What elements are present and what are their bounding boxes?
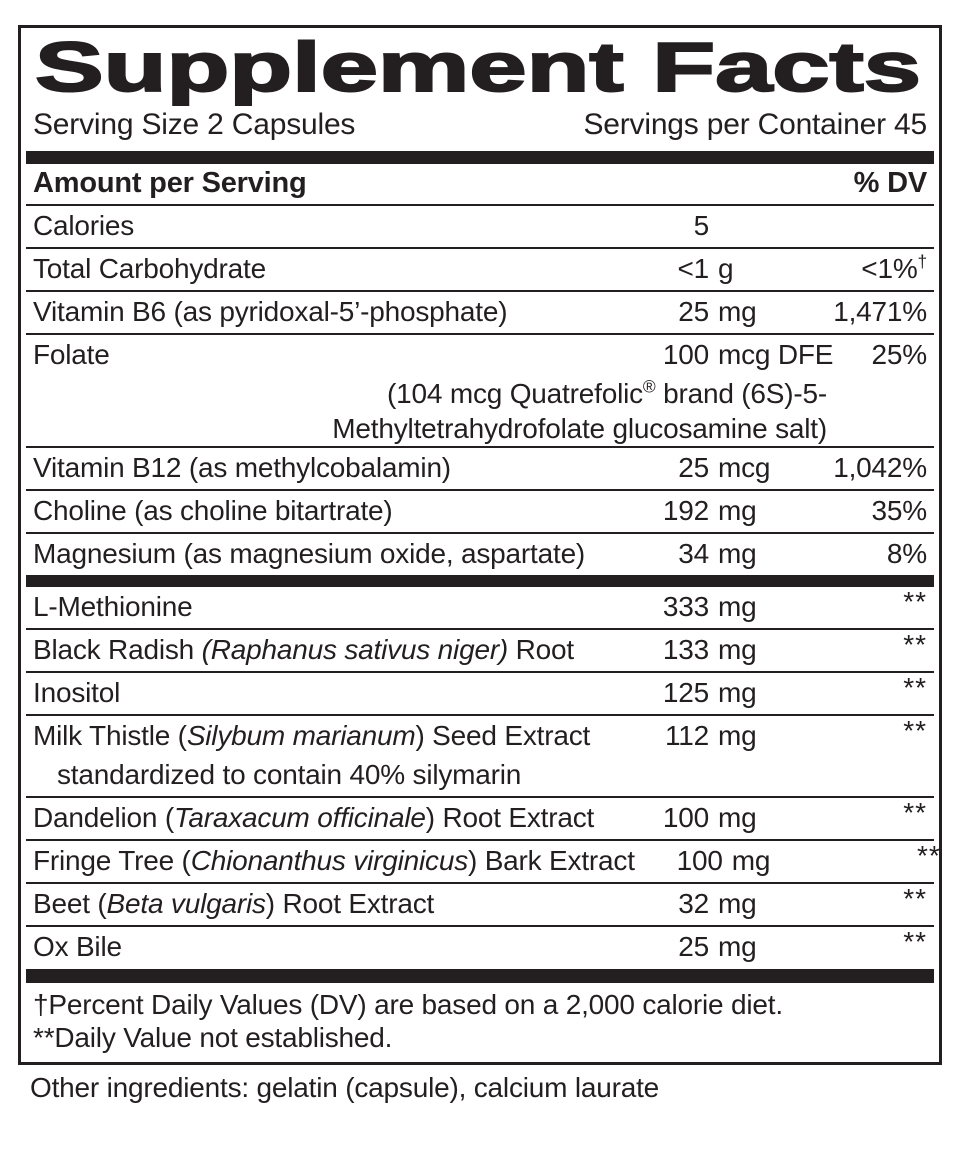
table-row (26, 671, 934, 714)
dv-not-established-marker: ** (903, 629, 927, 661)
serving-info-row (33, 108, 927, 142)
nutrient-main-line (33, 884, 927, 925)
name-text: ) Bark Extract (468, 845, 635, 877)
dv-not-established-marker: ** (903, 672, 927, 704)
section-divider-bar (26, 575, 934, 587)
table-row (26, 446, 934, 489)
name-text: Milk Thistle ( (33, 720, 187, 752)
name-text: L-Methionine (33, 591, 193, 623)
amount-per-serving-header: Amount per Serving (33, 167, 307, 199)
latin-name: (Raphanus sativus niger) (201, 634, 509, 666)
nutrient-amount-unit: mg (718, 677, 757, 709)
nutrient-dv (827, 926, 927, 963)
nutrient-amount-value: 34 (678, 538, 709, 570)
dv-not-established-marker: ** (903, 715, 927, 747)
nutrient-amount-unit: mg (718, 720, 757, 752)
nutrient-amount-value: 333 (662, 591, 709, 623)
nutrient-amount-value: 100 (676, 845, 723, 877)
name-text: Beet ( (33, 888, 107, 920)
nutrient-name (33, 591, 621, 623)
table-row (26, 532, 934, 575)
nutrient-amount-unit: mg (718, 296, 757, 328)
registered-mark: ® (642, 376, 656, 397)
nutrient-amount-value: 25 (678, 452, 709, 484)
dv-not-established-marker: ** (903, 797, 927, 829)
nutrient-subtext: standardized to contain 40% silymarin (57, 759, 522, 790)
nutrient-dv (827, 715, 927, 752)
nutrient-amount-value: 25 (678, 296, 709, 328)
not-established-footnote: **Daily Value not established. (33, 1022, 393, 1053)
nutrient-main-line (33, 630, 927, 671)
name-text: Total Carbohydrate (33, 253, 266, 285)
servings-per-container-label: Servings per Container 45 (583, 108, 927, 141)
header-divider-bar (26, 151, 934, 164)
name-text: Folate (33, 339, 110, 371)
nutrient-amount-value: 133 (662, 634, 709, 666)
nutrient-name (33, 253, 621, 285)
panel-title-text: Supplement Facts (35, 32, 921, 106)
name-text: Root (508, 634, 574, 666)
nutrient-amount-value: 125 (662, 677, 709, 709)
nutrient-main-line (33, 249, 927, 290)
nutrient-amount-unit: mg (718, 591, 757, 623)
latin-name: Chionanthus virginicus (190, 845, 468, 877)
panel-title (33, 32, 927, 106)
nutrient-dv: 25% (871, 339, 927, 371)
nutrient-amount-value: 112 (664, 720, 709, 752)
table-row (26, 714, 934, 796)
nutrient-main-line (33, 798, 927, 839)
table-row (26, 587, 934, 628)
name-text: ) Root Extract (265, 888, 435, 920)
nutrient-amount-unit: mg (718, 888, 757, 920)
nutrient-name (33, 296, 621, 328)
table-row (26, 628, 934, 671)
nutrient-dv: 8% (886, 538, 927, 570)
nutrient-dv (827, 672, 927, 709)
serving-size-label: Serving Size 2 Capsules (33, 108, 356, 141)
table-row (26, 333, 934, 446)
dv-not-established-marker: ** (903, 926, 927, 958)
nutrient-amount-value: 5 (693, 210, 709, 242)
table-row (26, 796, 934, 839)
name-text: Magnesium (as magnesium oxide, aspartate) (33, 538, 586, 570)
latin-name: Silybum marianum (186, 720, 416, 752)
nutrient-name (33, 634, 621, 666)
name-text: Ox Bile (33, 931, 122, 963)
nutrient-main-line (33, 491, 927, 532)
name-text: Vitamin B12 (as methylcobalamin) (33, 452, 451, 484)
dv-not-established-marker: ** (903, 883, 927, 915)
nutrient-name (33, 677, 621, 709)
nutrient-amount-unit: mcg (718, 452, 771, 484)
nutrient-dv: <1%† (861, 252, 927, 285)
name-text: Dandelion ( (33, 802, 174, 834)
nutrient-table (26, 206, 941, 968)
name-text: Calories (33, 210, 135, 242)
supplement-facts-panel (18, 25, 942, 1065)
nutrient-subtext: (104 mcg Quatrefolic® brand (6S)-5- (387, 376, 827, 409)
table-row (26, 882, 934, 925)
table-row (26, 925, 934, 968)
nutrient-amount-value: 32 (678, 888, 709, 920)
nutrient-amount-unit: mg (731, 845, 771, 877)
nutrient-dv: 1,471% (833, 296, 927, 328)
nutrient-amount-unit: mcg DFE (718, 339, 834, 371)
nutrient-name (33, 931, 621, 963)
nutrient-main-line (33, 448, 927, 489)
nutrient-amount-unit: mg (718, 538, 757, 570)
other-ingredients-text: Other ingredients: gelatin (capsule), calcium laurate (30, 1072, 660, 1103)
nutrient-main-line (33, 587, 927, 628)
dagger-mark: † (917, 252, 927, 273)
nutrient-name (33, 452, 621, 484)
nutrient-name (33, 888, 621, 920)
nutrient-main-line (33, 716, 927, 757)
nutrient-name (33, 339, 621, 371)
nutrient-amount-value: 25 (678, 931, 709, 963)
nutrient-main-line (33, 927, 927, 968)
dv-not-established-marker: ** (917, 840, 941, 872)
nutrient-amount-value: <1 (677, 253, 709, 285)
name-text: Vitamin B6 (as pyridoxal-5’-phosphate) (33, 296, 508, 328)
nutrient-amount-unit: g (718, 253, 734, 285)
footnote-divider-bar (26, 969, 934, 983)
name-text: Inositol (33, 677, 121, 709)
table-row (26, 247, 934, 290)
nutrient-main-line (33, 206, 927, 247)
nutrient-main-line (33, 292, 927, 333)
name-text: ) Seed Extract (415, 720, 591, 752)
nutrient-dv (827, 586, 927, 623)
nutrient-subtext: Methyltetrahydrofolate glucosamine salt) (332, 413, 827, 444)
name-text: Fringe Tree ( (33, 845, 191, 877)
nutrient-name (33, 495, 621, 527)
name-text: Choline (as choline bitartrate) (33, 495, 393, 527)
nutrient-main-line (33, 534, 927, 575)
nutrient-main-line (33, 840, 941, 882)
nutrient-dv (841, 840, 941, 877)
nutrient-dv: 35% (871, 495, 927, 527)
nutrient-name (33, 720, 621, 752)
nutrient-dv: 1,042% (833, 452, 927, 484)
daily-value-footnote: †Percent Daily Values (DV) are based on a 2,000 calorie diet. (33, 989, 783, 1020)
nutrient-dv (827, 883, 927, 920)
table-row (26, 290, 934, 333)
nutrient-amount-unit: mg (718, 495, 757, 527)
nutrient-dv (827, 629, 927, 666)
nutrient-name (33, 845, 635, 877)
name-text: Black Radish (33, 634, 202, 666)
nutrient-dv (827, 797, 927, 834)
nutrient-main-line (33, 673, 927, 714)
nutrient-name (33, 802, 621, 834)
nutrient-amount-value: 192 (662, 495, 709, 527)
nutrient-amount-value: 100 (662, 339, 709, 371)
latin-name: Beta vulgaris (106, 888, 266, 920)
dv-not-established-marker: ** (903, 586, 927, 618)
nutrient-amount-unit: mg (718, 802, 757, 834)
nutrient-name (33, 210, 621, 242)
nutrient-name (33, 538, 621, 570)
nutrient-amount-unit: mg (718, 634, 757, 666)
nutrient-amount-unit: mg (718, 931, 757, 963)
footnotes (33, 983, 927, 1057)
latin-name: Taraxacum officinale (174, 802, 426, 834)
column-header-row (26, 164, 934, 206)
nutrient-main-line (33, 335, 927, 376)
table-row (26, 206, 934, 247)
name-text: ) Root Extract (425, 802, 595, 834)
table-row (26, 489, 934, 532)
dv-header: % DV (853, 167, 927, 199)
table-row (26, 839, 941, 882)
nutrient-amount-value: 100 (662, 802, 709, 834)
